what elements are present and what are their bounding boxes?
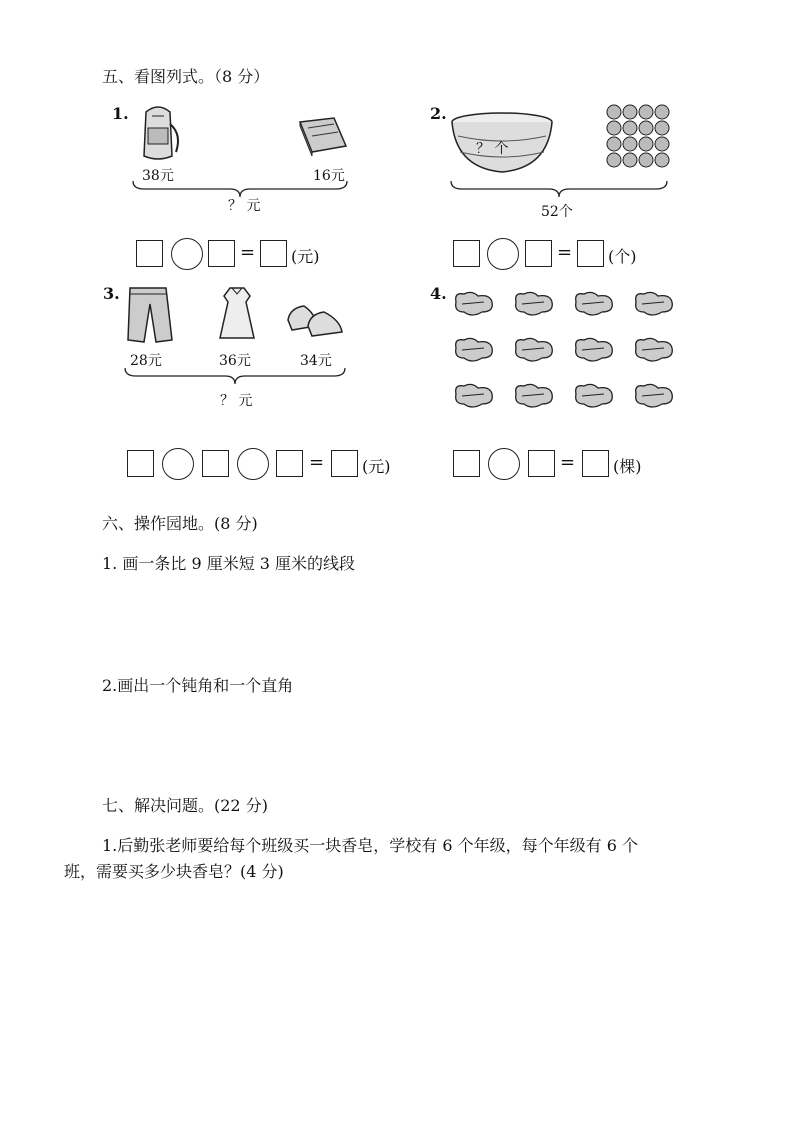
problem-1-number: 1. <box>112 104 129 123</box>
tree-icon <box>516 384 553 407</box>
answer-box[interactable] <box>202 450 229 477</box>
tree-icon <box>516 338 553 361</box>
operator-circle[interactable] <box>487 238 519 270</box>
tree-icon <box>576 384 613 407</box>
tree-icon <box>456 338 493 361</box>
apple-icon <box>623 105 637 119</box>
answer-box[interactable] <box>276 450 303 477</box>
apple-icon <box>655 105 669 119</box>
shoes-illustration <box>286 300 344 340</box>
apple-icon <box>639 105 653 119</box>
apple-icon <box>639 137 653 151</box>
total-price-3: ？ 元 <box>220 393 253 409</box>
equals-sign: = <box>309 452 325 473</box>
tree-icon <box>456 292 493 315</box>
unit-label: (元) <box>362 457 391 476</box>
answer-box[interactable] <box>525 240 552 267</box>
equals-sign: = <box>240 242 256 263</box>
apple-icon <box>655 153 669 167</box>
apple-icon <box>623 137 637 151</box>
section-7-question-1-line-1: 1.后勤张老师要给每个班级买一块香皂，学校有 6 个年级，每个年级有 6 个 <box>102 836 638 855</box>
answer-box[interactable] <box>136 240 163 267</box>
answer-box[interactable] <box>577 240 604 267</box>
unit-label: (个) <box>608 247 637 266</box>
answer-box[interactable] <box>582 450 609 477</box>
dress-price: 36元 <box>219 353 251 369</box>
section-7-question-1-line-2: 班，需要买多少块香皂？(4 分) <box>64 862 284 881</box>
problem-3-number: 3. <box>103 284 120 303</box>
backpack-illustration <box>132 104 184 162</box>
equals-sign: = <box>560 452 576 473</box>
operator-circle[interactable] <box>162 448 194 480</box>
backpack-price: 38元 <box>142 168 174 184</box>
shoes-price: 34元 <box>300 353 332 369</box>
unit-label: (元) <box>291 247 320 266</box>
apple-icon <box>639 121 653 135</box>
tree-icon <box>576 338 613 361</box>
apple-icon <box>623 121 637 135</box>
problem-2-number: 2. <box>430 104 447 123</box>
apple-icon <box>655 137 669 151</box>
apple-icon <box>607 153 621 167</box>
apple-grid-illustration <box>606 104 670 168</box>
apple-icon <box>639 153 653 167</box>
apple-icon <box>607 137 621 151</box>
answer-box[interactable] <box>453 450 480 477</box>
basket-quantity: ？ 个 <box>476 141 509 157</box>
answer-box[interactable] <box>260 240 287 267</box>
apple-icon <box>623 153 637 167</box>
pants-illustration <box>126 286 174 344</box>
book-illustration <box>298 116 348 156</box>
answer-box[interactable] <box>127 450 154 477</box>
operator-circle[interactable] <box>171 238 203 270</box>
apple-icon <box>655 121 669 135</box>
section-5-title: 五、看图列式。（8 分） <box>102 67 270 86</box>
pants-price: 28元 <box>130 353 162 369</box>
total-quantity-2: 52个 <box>541 204 573 220</box>
brace-2 <box>450 180 668 198</box>
problem-4-number: 4. <box>430 284 447 303</box>
apple-icon <box>607 105 621 119</box>
tree-icon <box>636 292 673 315</box>
section-7-title: 七、解决问题。(22 分) <box>102 796 268 815</box>
answer-box[interactable] <box>208 240 235 267</box>
tree-icon <box>576 292 613 315</box>
dress-illustration <box>214 286 260 342</box>
section-6-question-1: 1. 画一条比 9 厘米短 3 厘米的线段 <box>102 554 356 573</box>
total-price-1: ？ 元 <box>228 198 261 214</box>
apple-icon <box>607 121 621 135</box>
tree-icon <box>516 292 553 315</box>
tree-icon <box>636 384 673 407</box>
tree-grid-illustration <box>452 288 672 418</box>
section-6-title: 六、操作园地。(8 分) <box>102 514 258 533</box>
operator-circle[interactable] <box>237 448 269 480</box>
answer-box[interactable] <box>331 450 358 477</box>
tree-icon <box>456 384 493 407</box>
tree-icon <box>636 338 673 361</box>
brace-3 <box>124 367 346 385</box>
answer-box[interactable] <box>453 240 480 267</box>
operator-circle[interactable] <box>488 448 520 480</box>
unit-label: (棵) <box>613 457 642 476</box>
section-6-question-2: 2.画出一个钝角和一个直角 <box>102 676 294 695</box>
book-price: 16元 <box>313 168 345 184</box>
equals-sign: = <box>557 242 573 263</box>
answer-box[interactable] <box>528 450 555 477</box>
